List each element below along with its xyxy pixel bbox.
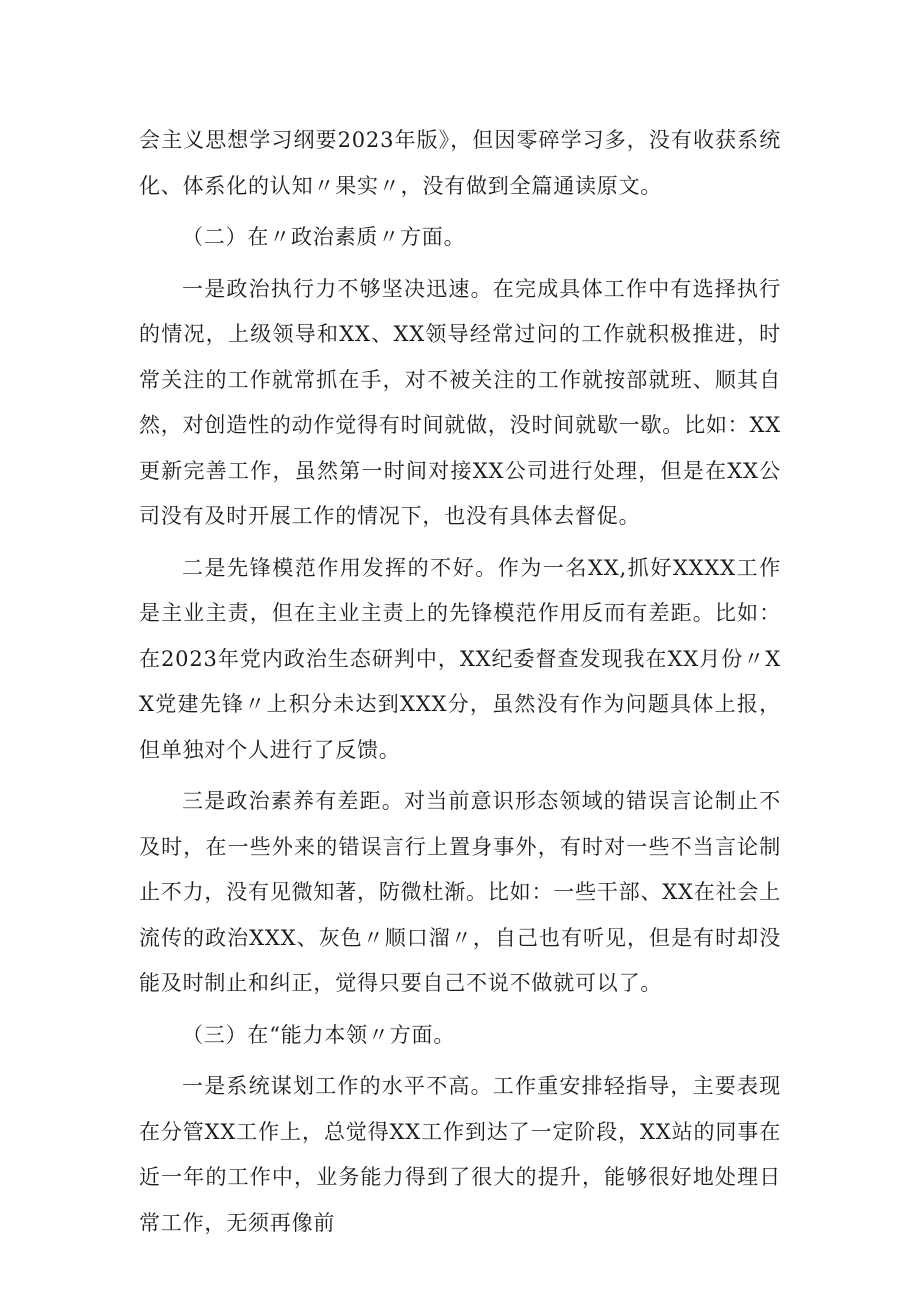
document-body bbox=[139, 118, 781, 1246]
section-heading-political-quality: （二）在〃政治素质〃方面。 bbox=[182, 225, 466, 249]
section-heading-ability: （三）在“能力本领〃方面。 bbox=[182, 1022, 456, 1047]
paragraph-continuation: 会主义思想学习纲要2023年版》，但因零碎学习多，没有收获系统化、体系化的认知〃果实〃，没有做到全篇通读原文。 bbox=[139, 128, 781, 198]
paragraph-vanguard: 二是先锋模范作用发挥的不好。作为一名XX,抓好XXXX工作是主业主责，但在主业主责上的先锋模范作用反而有差距。比如：在2023年党内政治生态研判中，XX纪委督查发现我在XX月份〃XX党建先锋〃上积分未达到XXX分，虽然没有作为问题具体上报，但单独对个人进行了反馈。 bbox=[139, 555, 781, 762]
paragraph-planning: 一是系统谋划工作的水平不高。工作重安排轻指导，主要表现在分管XX工作上，总觉得XX工作到达了一定阶段，XX站的同事在近一年的工作中，业务能力得到了很大的提升，能够很好地处理日常工作，无须再像前 bbox=[139, 1074, 781, 1235]
paragraph-execution: 一是政治执行力不够坚决迅速。在完成具体工作中有选择执行的情况，上级领导和XX、XX领导经常过问的工作就积极推进，时常关注的工作就常抓在手，对不被关注的工作就按部就班、顺其自然，对创造性的动作觉得有时间就做，没时间就歇一歇。比如：XX更新完善工作，虽然第一时间对接XX公司进行处理，但是在XX公司没有及时开展工作的情况下，也没有具体去督促。 bbox=[139, 276, 781, 528]
paragraph-political-literacy: 三是政治素养有差距。对当前意识形态领域的错误言论制止不及时，在一些外来的错误言行上置身事外，有时对一些不当言论制止不力，没有见微知著，防微杜渐。比如：一些干部、XX在社会上流传的政治XXX、灰色〃顺口溜〃，自己也有听见，但是有时却没能及时制止和纠正，觉得只要自己不说不做就可以了。 bbox=[139, 789, 781, 995]
